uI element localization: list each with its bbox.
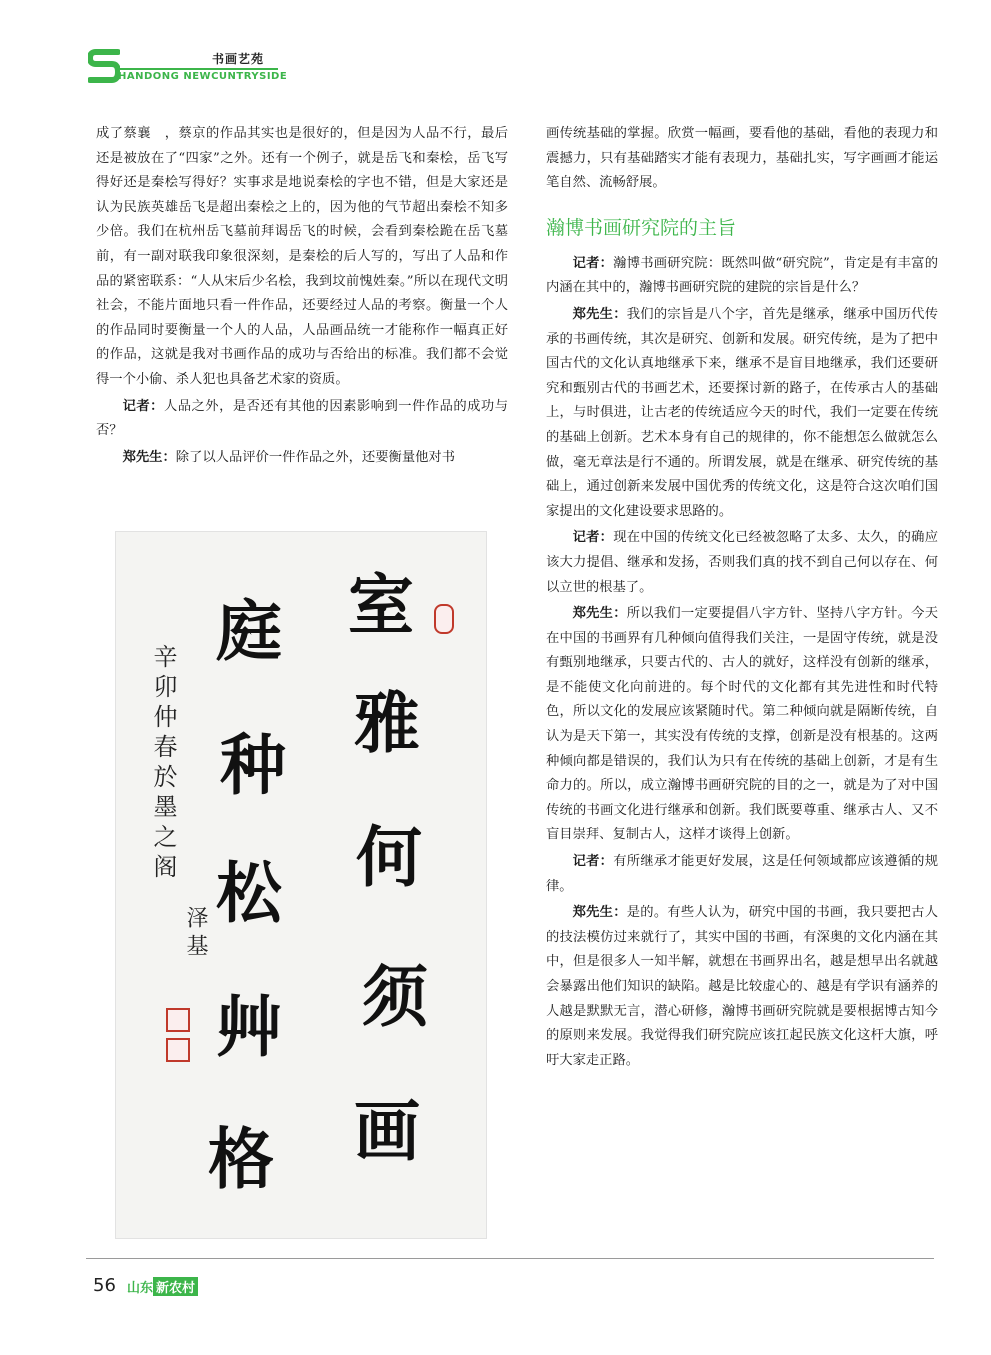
header-divider [118,68,278,70]
paragraph: 画传统基础的掌握。欣赏一幅画，要看他的基础，看他的表现力和震撼力，只有基础踏实才能有表现力，基础扎实，写字画画才能运笔自然、流畅舒展。 [546,126,938,191]
calligraphy-artwork [115,531,487,1239]
paragraph-text: 我们的宗旨是八个字，首先是继承，继承中国历代传承的书画传统，其次是研究、创新和发展。研究传统，是为了把中国古代的文化认真地继承下来，继承不是盲目地继承，我们还要研究和甄别古代的书画艺术，还要探讨新的路子，在传承古人的基础上，与时俱进，让古老的传统适应今天的时代，我们一定要在传统的基础上创新。艺术本身有自己的规律的，你不能想怎么做就怎么做，毫无章法是行不通的。所谓发展，就是在继承、研究传统的基础上，通过创新来发展中国优秀的传统文化，这是符合这次咱们国家提出的文化建设要求思路的。 [546,306,939,519]
speaker-label: 郑先生： [122,449,176,465]
seal-stamp [166,1038,190,1062]
paragraph [96,446,508,471]
paragraph-text: 人品之外，是否还有其他的因素影响到一件作品的成功与否？ [96,398,509,439]
right-column [546,122,938,1075]
section-heading: 瀚博书画研究院的主旨 [546,216,737,239]
calligraphy-char: 艸 [216,988,282,1066]
seal-stamp [434,604,454,634]
calligraphy-char: 格 [208,1120,274,1198]
magazine-name: HANDONG NEWCUNTRYSIDE [118,71,288,82]
calligraphy-char: 庭 [216,592,282,670]
paragraph [546,526,938,600]
speaker-label: 记者： [572,530,614,546]
section-category: 书画艺苑 [212,52,265,66]
paragraph [546,252,938,301]
calligraphy-inscription: 辛卯仲春於墨之阁 [149,644,177,884]
paragraph-text: 瀚博书画研究院：既然叫做“研究院”，肯定是有丰富的内涵在其中的，瀚博书画研究院的建院的宗旨是什么？ [546,255,938,296]
calligraphy-char: 室 [348,566,414,644]
paragraph: 成了蔡襄 ，蔡京的作品其实也是很好的，但是因为人品不行，最后还是被放在了“四家”之外。还有一个例子，就是岳飞和秦桧，岳飞写得好还是秦桧写得好？实事求是地说秦桧的字也不错，但是大家还是认为民族英雄岳飞是超出秦桧之上的，因为他的气节超出秦桧不知多少倍。我们在杭州岳飞墓前拜谒岳飞的时候，会看到秦桧跪在岳飞墓前，有一副对联我印象很深刻，是秦桧的后人写的，写出了人品和作品的紧密联系：“人从宋后少名桧，我到坟前愧姓秦。”所以在现代文明社会，不能片面地只看一件作品，还要经过人品的考察。衡量一个人的作品同时要衡量一个人的人品，人品画品统一才能称作一幅真正好的作品，这就是我对书画作品的成功与否给出的标准。我们都不会觉得一个小偷、杀人犯也具备艺术家的资质。 [96,126,508,387]
page-number: 56 [93,1275,116,1296]
paragraph [546,303,938,524]
speaker-label: 记者： [572,255,614,271]
paragraph-text: 有所继承才能更好发展，这是任何领域都应该遵循的规律。 [546,854,939,894]
calligraphy-char: 何 [356,818,422,896]
footer-divider [86,1258,934,1259]
magazine-header [88,48,288,88]
calligraphy-char: 须 [362,958,428,1036]
footer-logo [127,1277,198,1296]
seal-stamp [166,1008,190,1032]
footer-logo-text: 山东 [127,1281,154,1296]
paragraph-text: 除了以人品评价一件作品之外，还要衡量他对书 [175,449,456,465]
footer-logo-box: 新农村 [153,1277,198,1296]
paragraph [96,395,508,444]
speaker-label: 郑先生： [572,606,627,622]
s-logo-icon [88,48,120,84]
paragraph-text: 现在中国的传统文化已经被忽略了太多、太久，的确应该大力提倡、继承和发扬，否则我们真的找不到自己何以存在、何以立世的根基了。 [546,530,939,595]
speaker-label: 记者： [572,854,614,870]
speaker-label: 记者： [122,398,164,414]
calligraphy-char: 画 [354,1092,420,1170]
paragraph-text: 所以我们一定要提倡八字方针、坚持八字方针。今天在中国的书画界有几种倾向值得我们关注，一是固守传统，就是没有甄别地继承，只要古代的、古人的就好，这样没有创新的继承，是不能使文化向前进的。每个时代的文化都有其先进性和时代特色，所以文化的发展应该紧随时代。第二种倾向就是隔断传统，自认为是天下第一，其实没有传统的支撑，创新是没有根基的。这两种倾向都是错误的，我们认为只有在传统的基础上创新，才是有生命力的。所以，成立瀚博书画研究院的目的之一，就是为了对中国传统的书画文化进行继承和创新。我们既要尊重、继承古人、又不盲目崇拜、复制古人，这样才谈得上创新。 [546,606,939,843]
calligraphy-char: 种 [220,726,286,804]
speaker-label: 郑先生： [572,905,627,921]
paragraph [546,901,938,1073]
paragraph-text: 是的。有些人认为，研究中国的书画，我只要把古人的技法模仿过来就行了，其实中国的书画，有深奥的文化内涵在其中，但是很多人一知半解，就想在书画界出名，越是想早出名就越会暴露出他们知识的缺陷。越是比较虚心的、越是有学识有涵养的人越是默默无言，潜心研修，瀚博书画研究院就是要根据博古知今的原则来发展。我觉得我们研究院应该扛起民族文化这杆大旗，呼吁大家走正路。 [546,905,939,1068]
paragraph [546,602,938,848]
calligraphy-char: 松 [216,854,282,932]
calligraphy-char: 雅 [354,684,420,762]
calligraphy-signature: 泽基 [183,906,208,962]
paragraph [546,850,938,899]
left-column [96,122,508,472]
speaker-label: 郑先生： [572,306,627,322]
